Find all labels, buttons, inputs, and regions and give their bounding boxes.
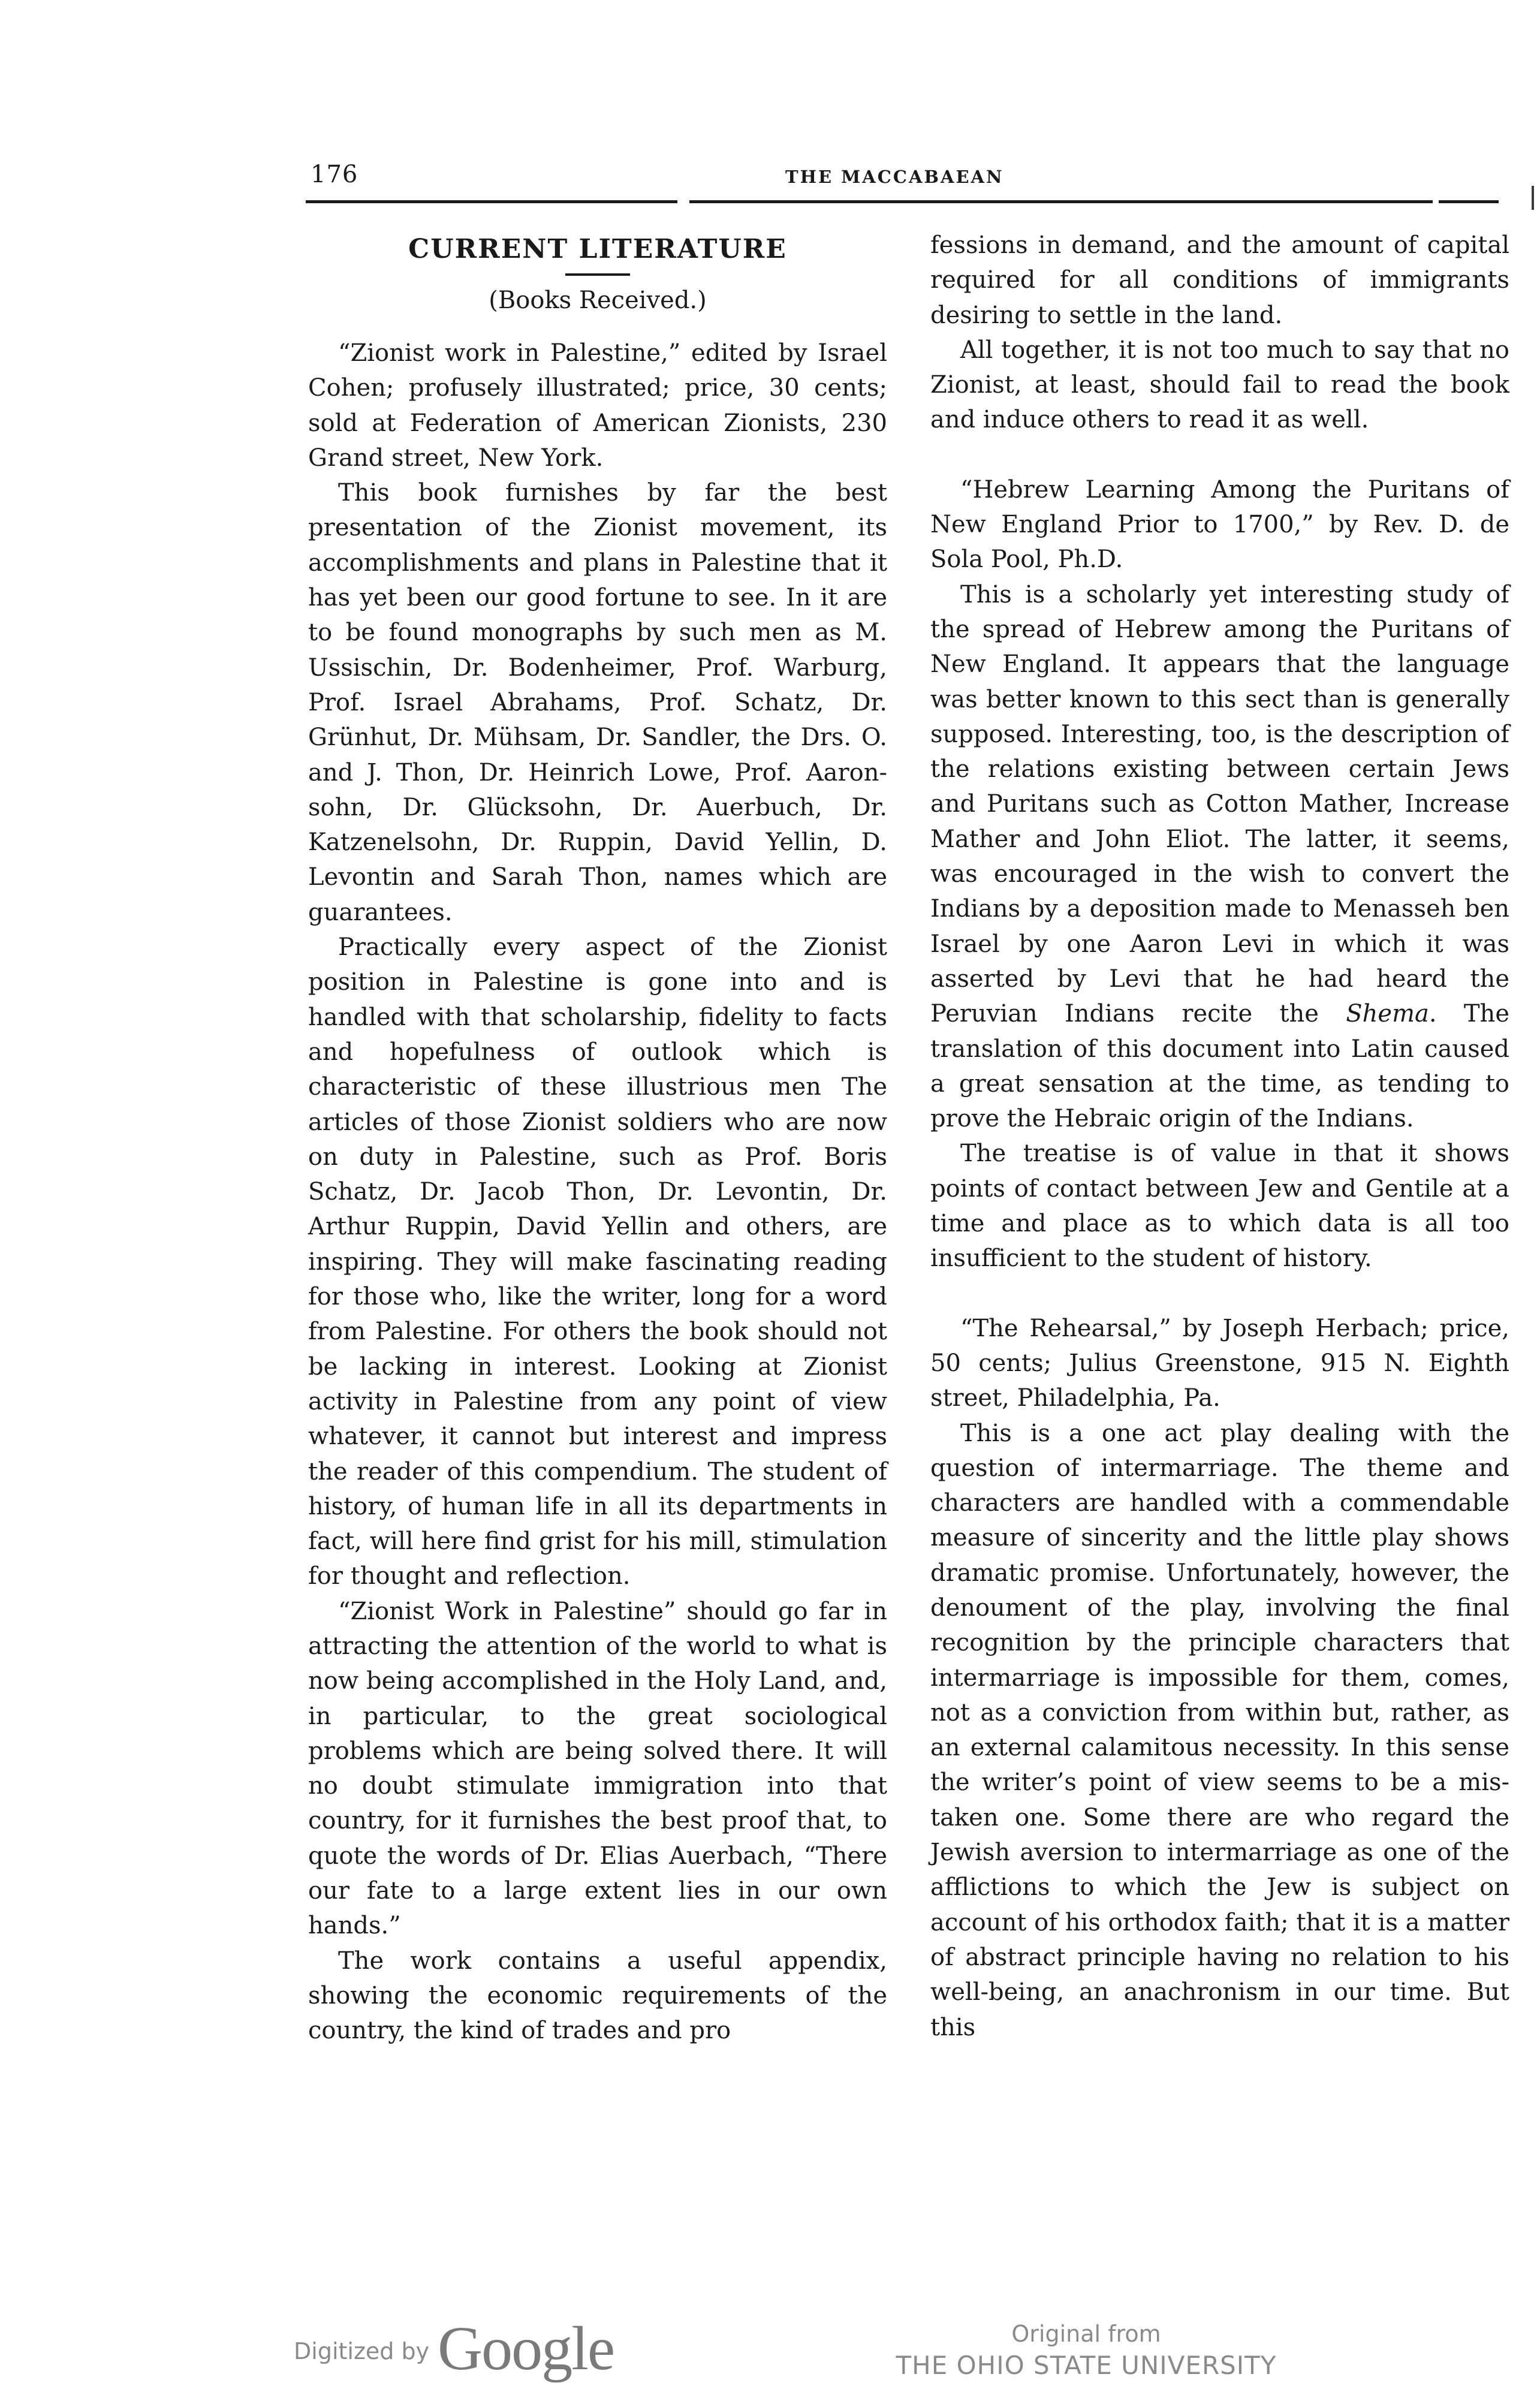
title-divider [565,273,630,276]
review-citation: “Zionist work in Palestine,” edited by Israel Cohen; profusely illustrated; price, 30 cents; sold at Federation of American Zionists, 230 Grand street, New York. [308,339,887,472]
left-column [308,228,887,2048]
review-paragraph: The treatise is of value in that it shows points of contact between Jew and Gentile at a time and place as to which data is all too insufficient to the student of history. [930,1140,1509,1273]
header-rule [689,200,1433,203]
page-number: 176 [311,161,358,188]
review-paragraph: All together, it is not too much to say that no Zionist, at least, should fail to read the book and induce others to read it as well. [930,336,1509,434]
section-title: CURRENT LITERATURE [408,234,787,264]
scan-edge-mark [1532,186,1534,210]
digitized-by-label: Digitized by [294,2338,430,2364]
italic-term: Shema [1346,1000,1429,1028]
continued-paragraph: fessions in demand, and the amount of capital required for all conditions of immigrants desiring to settle in the land. [930,231,1509,329]
review-citation: “The Rehearsal,” by Joseph Herbach; price, 50 cents; Julius Greenstone, 915 N. Eighth street, Philadelphia, Pa. [930,1314,1509,1412]
section-subtitle: (Books Received.) [489,287,707,314]
review-paragraph: “Zionist Work in Palestine” should go far in attracting the attention of the world to what is now being accomplished in the Holy Land, and, in particular, to the great sociological problems which are being solved there. It will no doubt stimulate immigration into that country, for it furnishes the best proof that, to quote the words of Dr. Elias Auerbach, “There our fate to a large extent lies in our own hands.” [308,1597,887,1940]
paragraph-text: . The translation of this document into Latin caused a great sensation at the time, as tending to prove the Hebraic origin of the Indians. [930,1000,1509,1133]
review-paragraph: The work contains a useful appendix, showing the economic requirements of the country, the kind of trades and pro [308,1947,887,2045]
review-paragraph: This book furnishes by far the best presentation of the Zionist movement, its accomplishments and plans in Palestine that it has yet been our good fortune to see. In it are to be found monographs by such men as M. Ussischin, Dr. Bodenheimer, Prof. Warburg, Prof. Israel Abrahams, Prof. Schatz, Dr. Grünhut, Dr. Mühsam, Dr. Sandler, the Drs. O. and J. Thon, Dr. Heinrich Lowe, Prof. Aaronsohn, Dr. Glücksohn, Dr. Auerbuch, Dr. Katzenelsohn, Dr. Ruppin, David Yellin, D. Levontin and Sarah Thon, names which are guarantees. [308,479,887,926]
review-paragraph: Practically every aspect of the Zionist position in Palestine is gone into and is handled with that scholarship, fidelity to facts and hopefulness of outlook which is characteristic of these illustrious men The articles of those Zionist soldiers who are now on duty in Palestine, such as Prof. Boris Schatz, Dr. Jacob Thon, Dr. Levontin, Dr. Arthur Ruppin, David Yellin and others, are inspiring. They will make fascinating reading for those who, like the writer, long for a word from Palestine. For others the book should not be lacking in interest. Looking at Zionist activity in Palestine from any point of view whatever, it cannot but interest and impress the reader of this compendium. The student of history, of human life in all its departments in fact, will here find grist for his mill, stimulation for thought and reflection. [308,933,887,1590]
review-paragraph [930,577,1509,1137]
original-from-label: Original from [1011,2321,1161,2347]
institution-name: THE OHIO STATE UNIVERSITY [896,2351,1277,2380]
google-logo: Google [438,2314,614,2383]
source-credit [888,2319,1284,2382]
header-rule [1439,200,1499,203]
right-column [930,228,1509,2045]
running-head: THE MACCABAEAN [785,167,1004,187]
review-citation: “Hebrew Learning Among the Puritans of New England Prior to 1700,” by Rev. D. de Sola Pool, Ph.D. [930,475,1509,574]
paragraph-text: This is a scholarly yet interesting study of the spread of Hebrew among the Puritans of New England. It appears that the language was better known to this sect than is generally supposed. Interesting, too, is the description of the relations existing between certain Jews and Puritans such as Cotton Mather, Increase Mather and John Eliot. The latter, it seems, was encouraged in the wish to convert the Indians by a deposition made to Menasseh ben Israel by one Aaron Levi in which it was asserted by Levi that he had heard the Peruvian Indians recite the [930,580,1509,1028]
review-paragraph: This is a one act play dealing with the question of intermarriage. The theme and characters are handled with a commendable measure of sincerity and the little play shows dramatic promise. Unfortunately, however, the denoument of the play, involving the final recognition by the principle characters that intermarriage is impossible for them, comes, not as a conviction from within but, rather, as an external calamitous necessity. In this sense the writer’s point of view seems to be a mistaken one. Some there are who regard the Jewish aversion to intermarriage as one of the afflictions to which the Jew is subject on account of his orthodox faith; that it is a matter of abstract principle having no relation to his well-being, an anachronism in our time. But this [930,1419,1509,2041]
header-rule [306,200,677,203]
